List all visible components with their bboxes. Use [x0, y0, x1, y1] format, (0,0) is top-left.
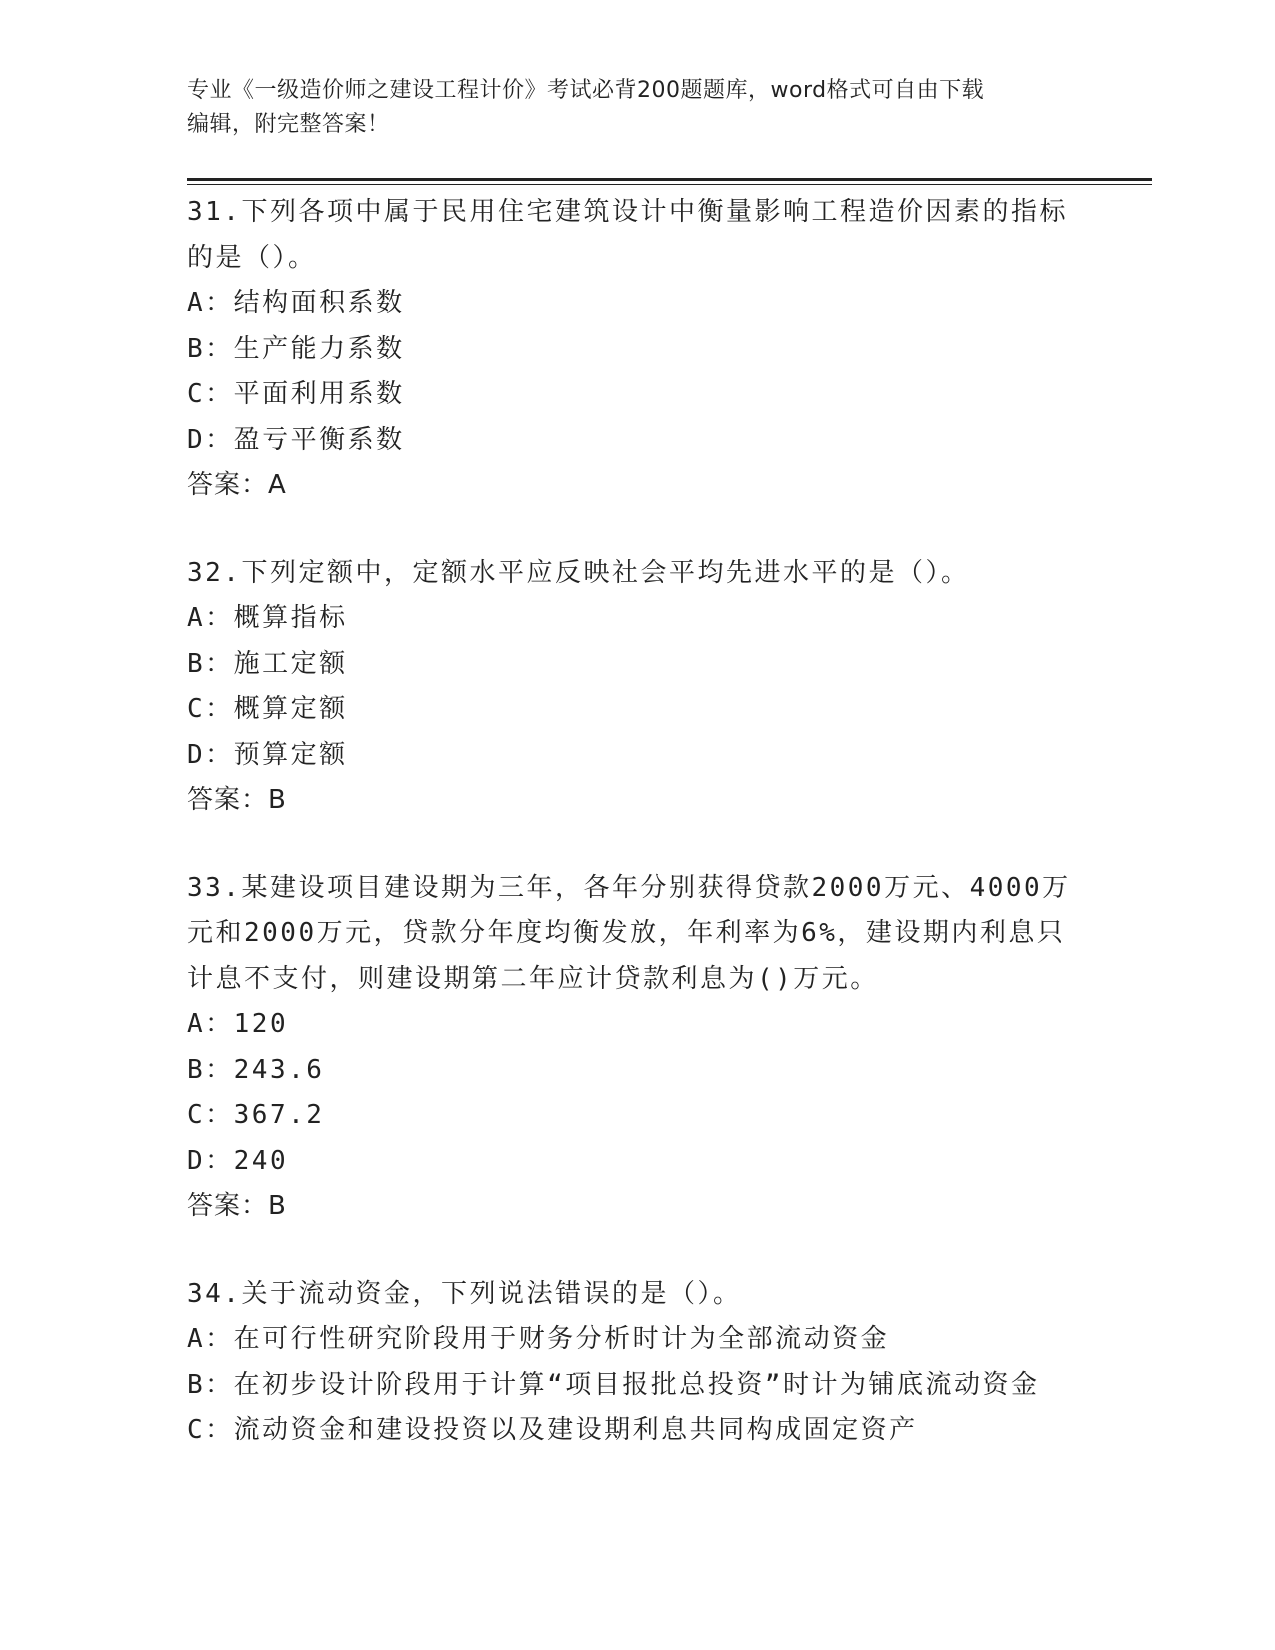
- option-label: C：: [187, 1415, 234, 1445]
- question-33: [187, 866, 1087, 1230]
- answer-line: 答案：B: [187, 1191, 287, 1221]
- option-b: [187, 1048, 1087, 1094]
- option-text: 盈亏平衡系数: [233, 424, 405, 455]
- option-d: [187, 1139, 1087, 1185]
- option-c: [187, 687, 1087, 733]
- question-stem-line: 31.下列各项中属于民用住宅建筑设计中衡量影响工程造价因素的指标: [187, 197, 1068, 227]
- option-text: 在可行性研究阶段用于财务分析时计为全部流动资金: [233, 1324, 890, 1354]
- option-label: B：: [187, 333, 234, 364]
- option-text: 施工定额: [233, 648, 348, 679]
- option-label: B：: [187, 1369, 234, 1400]
- answer-line: 答案：A: [187, 470, 287, 500]
- option-text: 243.6: [233, 1054, 325, 1085]
- option-label: B：: [187, 648, 234, 679]
- option-label: C：: [187, 694, 234, 724]
- option-text: 120: [233, 1009, 289, 1039]
- option-label: C：: [187, 1100, 234, 1130]
- option-label: D：: [187, 1145, 234, 1176]
- option-c: [187, 1408, 1087, 1454]
- header-line-1: 专业《一级造价师之建设工程计价》考试必背200题题库，word格式可自由下载: [187, 78, 985, 103]
- question-list: [187, 190, 1087, 1496]
- option-a: [187, 1317, 1087, 1363]
- option-text: 平面利用系数: [233, 379, 405, 409]
- option-text: 概算定额: [233, 694, 348, 724]
- question-stem-line: 34.关于流动资金，下列说法错误的是（）。: [187, 1278, 742, 1309]
- question-stem-line: 的是（）。: [187, 242, 317, 273]
- option-b: [187, 1363, 1087, 1409]
- option-text: 结构面积系数: [233, 288, 405, 318]
- option-d: [187, 418, 1087, 464]
- option-text: 预算定额: [233, 739, 348, 770]
- question-stem-line: 计息不支付，则建设期第二年应计贷款利息为()万元。: [187, 963, 879, 994]
- option-a: [187, 596, 1087, 642]
- header-line-2: 编辑，附完整答案！: [187, 112, 390, 137]
- header-divider-thick: [187, 178, 1152, 181]
- option-text: 生产能力系数: [233, 333, 405, 364]
- option-label: C：: [187, 379, 234, 409]
- question-stem-line: 32.下列定额中，定额水平应反映社会平均先进水平的是（）。: [187, 557, 970, 588]
- answer-line: 答案：B: [187, 785, 287, 815]
- question-stem-line: 33.某建设项目建设期为三年，各年分别获得贷款2000万元、4000万: [187, 872, 1071, 903]
- question-stem-line: 元和2000万元，贷款分年度均衡发放，年利率为6%，建设期内利息只: [187, 918, 1066, 948]
- option-label: A：: [187, 1324, 234, 1354]
- option-d: [187, 733, 1087, 779]
- option-text: 240: [233, 1145, 289, 1176]
- option-label: A：: [187, 1009, 234, 1039]
- question-34: [187, 1272, 1087, 1454]
- option-c: [187, 1093, 1087, 1139]
- option-label: D：: [187, 739, 234, 770]
- question-32: [187, 551, 1087, 824]
- option-label: A：: [187, 603, 234, 633]
- option-b: [187, 327, 1087, 373]
- document-header: [187, 74, 1087, 142]
- option-label: D：: [187, 424, 234, 455]
- header-divider-thin: [187, 184, 1152, 185]
- option-label: A：: [187, 288, 234, 318]
- option-b: [187, 642, 1087, 688]
- option-a: [187, 1002, 1087, 1048]
- option-text: 流动资金和建设投资以及建设期利息共同构成固定资产: [233, 1415, 918, 1445]
- option-text: 概算指标: [233, 603, 348, 633]
- option-a: [187, 281, 1087, 327]
- option-text: 367.2: [233, 1100, 325, 1130]
- option-label: B：: [187, 1054, 234, 1085]
- option-c: [187, 372, 1087, 418]
- option-text: 在初步设计阶段用于计算“项目报批总投资”时计为铺底流动资金: [233, 1369, 1040, 1400]
- question-31: [187, 190, 1087, 509]
